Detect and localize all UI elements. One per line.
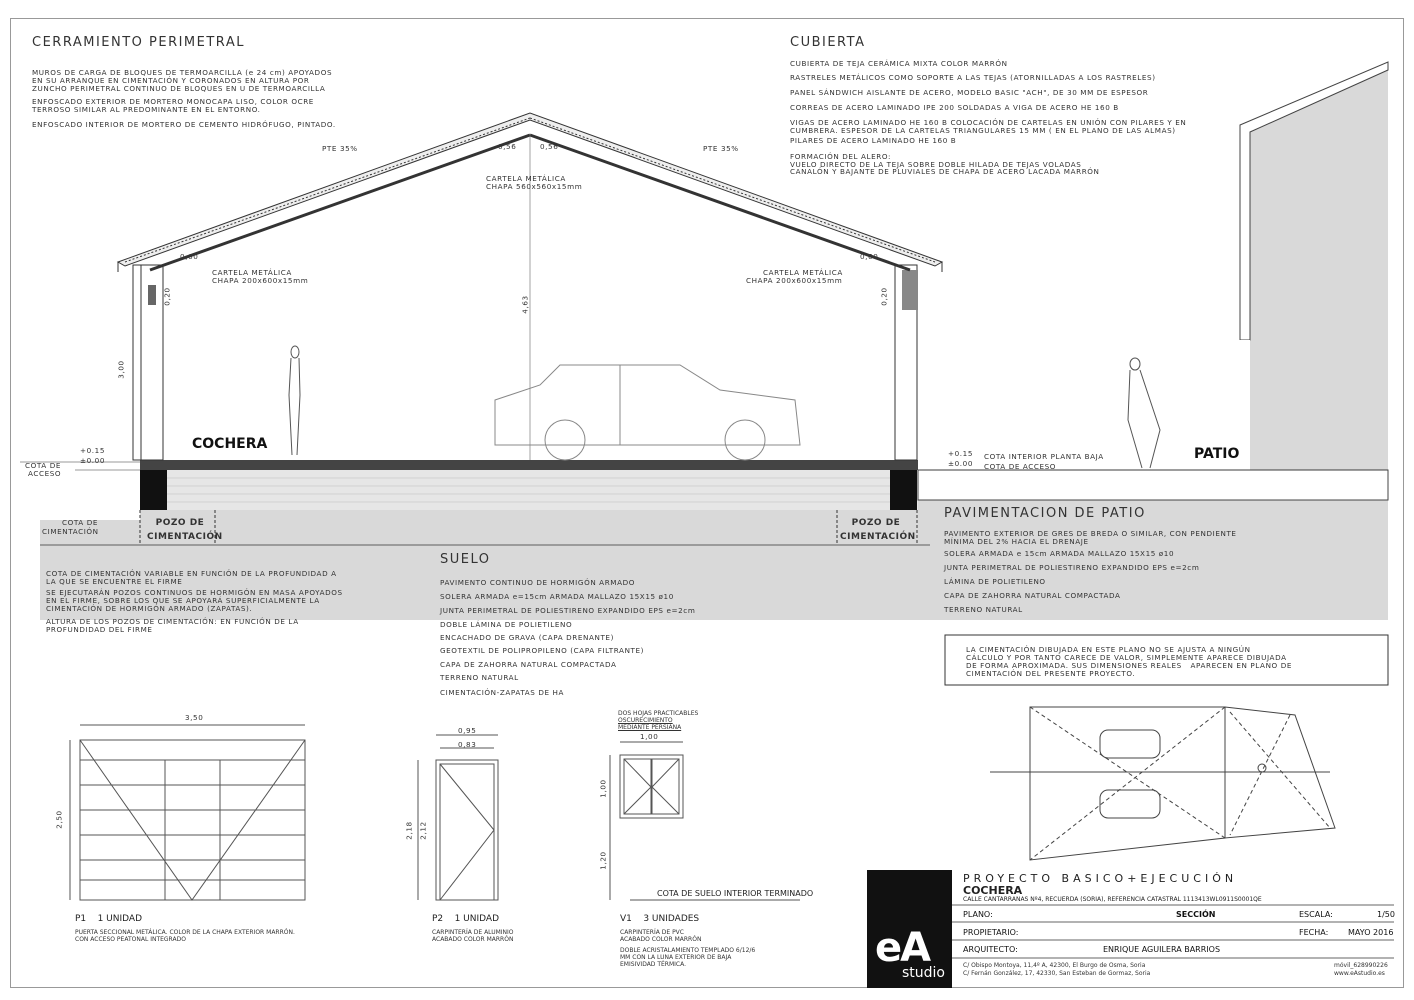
p1-desc: PUERTA SECCIONAL METÁLICA. COLOR DE LA CHAPA EXTERIOR MARRÓN. xyxy=(75,929,295,936)
p2-height-label: 2,12 xyxy=(418,821,428,840)
suelo-line: CIMENTACIÓN-ZAPATAS DE HA xyxy=(440,688,564,697)
dim-label: 0,60 xyxy=(860,252,879,261)
cerramiento-line: ENFOSCADO INTERIOR DE MORTERO DE CEMENTO HIDRÓFUGO, PINTADO. xyxy=(32,120,336,129)
dim-label: 0,20 xyxy=(879,287,889,306)
cubierta-line: PILARES DE ACERO LAMINADO HE 160 B xyxy=(790,136,957,145)
warning-line: CIMENTACIÓN DEL PRESENTE PROYECTO. xyxy=(966,669,1136,678)
patio-pav-line: TERRENO NATURAL xyxy=(944,605,1023,614)
p1-width-label: 3,50 xyxy=(185,713,204,722)
dim-label: 4,63 xyxy=(520,295,530,314)
patio-label: PATIO xyxy=(1194,446,1240,462)
zuncho-left xyxy=(148,285,156,305)
level-label: ±0.00 xyxy=(948,459,974,468)
office-address: C/ Fernán González, 17, 42330, San Esteban de Gormaz, Soria xyxy=(963,970,1151,977)
foundation-left xyxy=(140,470,167,510)
level-label: ±0.00 xyxy=(80,456,106,465)
propietario-label: PROPIETARIO: xyxy=(963,928,1019,937)
logo-sub: studio xyxy=(902,965,945,981)
office-address: C/ Obispo Montoya, 11,4º A, 42300, El Burgo de Osma, Soria xyxy=(963,962,1146,969)
suelo-title: SUELO xyxy=(440,552,491,567)
foundation-right xyxy=(890,470,917,510)
cerramiento-line: ZUNCHO PERIMETRAL CONTINUO DE BLOQUES EN U DE TERMOARCILLA xyxy=(32,84,326,93)
v1-desc: EMISIVIDAD TÉRMICA. xyxy=(620,961,687,968)
floor-slab xyxy=(140,460,918,470)
cota-interior-label: COTA INTERIOR PLANTA BAJA xyxy=(984,452,1104,461)
cota-acceso-right-label: COTA DE ACCESO xyxy=(984,462,1057,471)
plano-value: SECCIÓN xyxy=(1176,910,1216,919)
dim-label: 0,20 xyxy=(162,287,172,306)
v1-height-label: 1,00 xyxy=(598,779,608,798)
escala-label: ESCALA: xyxy=(1299,910,1333,919)
p2-height-label: 2,18 xyxy=(404,821,414,840)
cartela-top-label: CARTELA METÁLICA xyxy=(486,174,566,183)
cota-cimentacion-label: COTA DE xyxy=(62,518,98,527)
pozo-right-label xyxy=(840,516,916,544)
dim-label: 0,60 xyxy=(180,252,199,261)
dim-label: 3,00 xyxy=(116,360,126,379)
cubierta-line: FORMACIÓN DEL ALERO: xyxy=(790,152,892,161)
patio-pav-line: MÍNIMA DEL 2% HACIA EL DRENAJE xyxy=(944,537,1089,546)
gravel-bed xyxy=(140,470,920,510)
cartela-top-label: CHAPA 560x560x15mm xyxy=(486,182,583,191)
pozo-right-line1: POZO DE xyxy=(851,518,901,528)
p1-height-label: 2,50 xyxy=(54,810,64,829)
arquitecto-label: ARQUITECTO: xyxy=(963,945,1018,954)
cubierta-line: PANEL SÁNDWICH AISLANTE DE ACERO, MODELO BASIC "ACH", DE 30 MM DE ESPESOR xyxy=(790,88,1149,97)
pozo-left-label xyxy=(147,516,223,544)
website: www.eAstudio.es xyxy=(1334,970,1385,977)
cimentacion-note: EN EL FIRME, SOBRE LOS QUE SE APOYARÁ SUPERFICIALMENTE LA xyxy=(46,596,320,605)
patio-pav-title: PAVIMENTACION DE PATIO xyxy=(944,506,1146,521)
cochera-label: COCHERA xyxy=(192,436,268,452)
cubierta-line: CUMBRERA. ESPESOR DE LA CARTELAS TRIANGULARES 15 MM ( EN EL PLANO DE LAS ALMAS) xyxy=(790,126,1176,135)
p2-width-label: 0,95 xyxy=(458,726,477,735)
cimentacion-note: COTA DE CIMENTACIÓN VARIABLE EN FUNCIÓN DE LA PROFUNDIDAD A xyxy=(46,569,337,578)
escala-value: 1/50 xyxy=(1377,910,1395,919)
plano-label: PLANO: xyxy=(963,910,993,919)
v1-sill-label: 1,20 xyxy=(598,851,608,870)
v1-title: V1 3 UNIDADES xyxy=(620,914,700,924)
level-label: +0.15 xyxy=(80,446,106,455)
cota-acceso-label: COTA DE xyxy=(25,461,61,470)
suelo-line: SOLERA ARMADA e=15cm ARMADA MALLAZO 15X15 ø10 xyxy=(440,592,674,601)
cota-cimentacion-label: CIMENTACIÓN xyxy=(42,527,99,536)
suelo-line: DOBLE LÁMINA DE POLIETILENO xyxy=(440,620,573,629)
cimentacion-note: CIMENTACIÓN DE HORMIGÓN ARMADO (ZAPATAS). xyxy=(46,604,253,613)
mobile-number: móvil_628990226 xyxy=(1334,962,1388,969)
dim-label: 0,56 xyxy=(540,142,559,151)
patio-slab xyxy=(918,470,1388,500)
cartela-left-label: CHAPA 200x600x15mm xyxy=(212,276,309,285)
warning-line: CÁLCULO Y POR TANTO CARECE DE VALOR, SIMPLEMENTE APARECE DIBUJADA xyxy=(966,653,1287,662)
cerramiento-line: MUROS DE CARGA DE BLOQUES DE TERMOARCILLA (e 24 cm) APOYADOS xyxy=(32,68,333,77)
patio-pav-line: LÁMINA DE POLIETILENO xyxy=(944,577,1046,586)
v1-note: OSCURECIMIENTO xyxy=(618,717,673,724)
suelo-line: ENCACHADO DE GRAVA (CAPA DRENANTE) xyxy=(440,633,614,642)
cimentacion-note: ALTURA DE LOS POZOS DE CIMENTACIÓN: EN FUNCIÓN DE LA xyxy=(46,617,299,626)
fecha-label: FECHA: xyxy=(1299,928,1329,937)
fecha-value: MAYO 2016 xyxy=(1348,928,1394,937)
v1-width-label: 1,00 xyxy=(640,732,659,741)
patio-pav-line: JUNTA PERIMETRAL DE POLIESTIRENO EXPANDIDO EPS e=2cm xyxy=(944,563,1200,572)
v1-desc: DOBLE ACRISTALAMIENTO TEMPLADO 6/12/6 xyxy=(620,947,756,954)
arquitecto-value: ENRIQUE AGUILERA BARRIOS xyxy=(1103,945,1221,954)
cubierta-line: RASTRELES METÁLICOS COMO SOPORTE A LAS TEJAS (ATORNILLADAS A LOS RASTRELES) xyxy=(790,73,1156,82)
logo-text: eA xyxy=(875,925,930,971)
slope-label-left: PTE 35% xyxy=(322,144,358,153)
cerramiento-line: EN SU ARRANQUE EN CIMENTACIÓN Y CORONADOS EN ALTURA POR xyxy=(32,76,310,85)
zuncho-right xyxy=(902,270,918,310)
cerramiento-line: TERROSO SIMILAR AL PREDOMINANTE EN EL ENTORNO. xyxy=(32,105,261,114)
v1-note: DOS HOJAS PRACTICABLES xyxy=(618,710,699,717)
suelo-line: GEOTEXTIL DE POLIPROPILENO (CAPA FILTRANTE) xyxy=(440,646,645,655)
p2-desc: CARPINTERÍA DE ALUMINIO xyxy=(432,929,514,936)
cota-acceso-label: ACCESO xyxy=(28,469,62,478)
v1-desc: MM CON LA LUNA EXTERIOR DE BAJA xyxy=(620,954,732,961)
p1-desc: CON ACCESO PEATONAL INTEGRADO xyxy=(75,936,186,943)
cerramiento-line: ENFOSCADO EXTERIOR DE MORTERO MONOCAPA LISO, COLOR OCRE xyxy=(32,97,314,106)
pozo-left-line2: CIMENTACIÓN xyxy=(147,532,223,542)
cubierta-line: CUBIERTA DE TEJA CERÁMICA MIXTA COLOR MARRÓN xyxy=(790,59,1008,68)
cota-suelo-label: COTA DE SUELO INTERIOR TERMINADO xyxy=(657,889,814,898)
cubierta-line: CANALÓN Y BAJANTE DE PLUVIALES DE CHAPA DE ACERO LACADA MARRÓN xyxy=(790,167,1100,176)
cimentacion-note: SE EJECUTARÁN POZOS CONTINUOS DE HORMIGÓN EN MASA APOYADOS xyxy=(46,588,343,597)
door-p1-drawing xyxy=(70,725,305,900)
pozo-right-line2: CIMENTACIÓN xyxy=(840,532,916,542)
warning-line: LA CIMENTACIÓN DIBUJADA EN ESTE PLANO NO SE AJUSTA A NINGÚN xyxy=(966,645,1251,654)
cartela-right-label: CARTELA METÁLICA xyxy=(763,268,843,277)
p2-width-label: 0,83 xyxy=(458,740,477,749)
v1-note: MEDIANTE PERSIANA xyxy=(618,724,682,731)
p2-desc: ACABADO COLOR MARRÓN xyxy=(432,936,514,943)
wall-left-outer xyxy=(133,265,141,460)
patio-pav-line: CAPA DE ZAHORRA NATURAL COMPACTADA xyxy=(944,591,1121,600)
car-outline xyxy=(495,365,800,460)
cimentacion-note: PROFUNDIDAD DEL FIRME xyxy=(46,625,153,634)
suelo-line: PAVIMENTO CONTINUO DE HORMIGÓN ARMADO xyxy=(440,578,636,587)
project-type: PROYECTO BASICO+EJECUCIÓN xyxy=(963,872,1238,885)
project-address: CALLE CANTARRANAS Nº4, RECUERDA (SORIA), REFERENCIA CATASTRAL 1113413WL0911S0001QE xyxy=(963,896,1262,903)
patio-pav-line: SOLERA ARMADA e 15cm ARMADA MALLAZO 15X15 ø10 xyxy=(944,549,1175,558)
slope-label-right: PTE 35% xyxy=(703,144,739,153)
patio-pav-line: PAVIMENTO EXTERIOR DE GRES DE BREDA O SIMILAR, CON PENDIENTE xyxy=(944,529,1237,538)
dim-label: 0,56 xyxy=(498,142,517,151)
v1-desc: CARPINTERÍA DE PVC xyxy=(620,929,684,936)
cerramiento-title: CERRAMIENTO PERIMETRAL xyxy=(32,35,245,50)
warning-line: DE FORMA APROXIMADA. SUS DIMENSIONES REALES APARECEN EN PLANO DE xyxy=(966,661,1292,670)
pozo-left-line1: POZO DE xyxy=(155,518,205,528)
level-label: +0.15 xyxy=(948,449,974,458)
project-name: COCHERA xyxy=(963,884,1023,897)
cartela-right-label: CHAPA 200x600x15mm xyxy=(746,276,843,285)
p1-title: P1 1 UNIDAD xyxy=(75,914,143,924)
door-p2-drawing xyxy=(418,735,498,900)
cubierta-line: VUELO DIRECTO DE LA TEJA SOBRE DOBLE HILADA DE TEJAS VOLADAS xyxy=(790,160,1082,169)
cubierta-title: CUBIERTA xyxy=(790,35,866,50)
window-v1-drawing xyxy=(610,742,800,900)
human-figure-left xyxy=(289,346,300,455)
cimentacion-note: LA QUE SE ENCUENTRE EL FIRME xyxy=(46,577,183,586)
cubierta-line: VIGAS DE ACERO LAMINADO HE 160 B COLOCACIÓN DE CARTELAS EN UNIÓN CON PILARES Y EN xyxy=(790,118,1187,127)
suelo-line: CAPA DE ZAHORRA NATURAL COMPACTADA xyxy=(440,660,617,669)
cartela-left-label: CARTELA METÁLICA xyxy=(212,268,292,277)
cubierta-line: CORREAS DE ACERO LAMINADO IPE 200 SOLDADAS A VIGA DE ACERO HE 160 B xyxy=(790,103,1119,112)
suelo-line: TERRENO NATURAL xyxy=(440,673,519,682)
v1-desc: ACABADO COLOR MARRÓN xyxy=(620,936,702,943)
suelo-line: JUNTA PERIMETRAL DE POLIESTIRENO EXPANDIDO EPS e=2cm xyxy=(440,606,696,615)
site-plan xyxy=(990,707,1335,860)
p2-title: P2 1 UNIDAD xyxy=(432,914,500,924)
